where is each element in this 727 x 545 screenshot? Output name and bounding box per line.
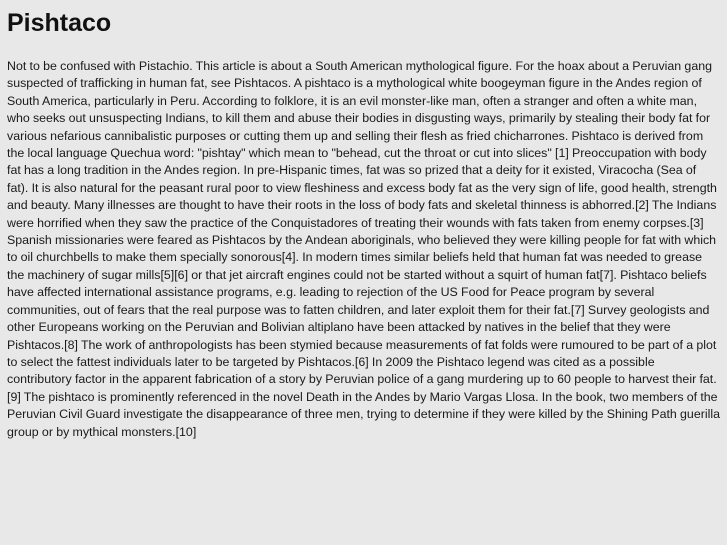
- page-title: Pishtaco: [7, 9, 112, 37]
- article-body: Not to be confused with Pistachio. This article is about a South American mythological figure. For the hoax about a Peruvian gang suspected of trafficking in human fat, see Pishtacos. A pishtaco is a mythological white boogeyman figure in the Andes region of South America, particularly in Peru. According to folklore, it is an evil monster-like man, often a stranger and often a white man, who seeks out unsuspecting Indians, to kill them and abuse their bodies in disgusting ways, primarily by stealing their body fat for various nefarious cannibalistic purposes or cutting them up and selling their flesh as fried chicharrones. Pishtaco is derived from the local language Quechua word: "pishtay" which mean to "behead, cut the throat or cut into slices" [1] Preoccupation with body fat has a long tradition in the Andes region. In pre-Hispanic times, fat was so prized that a deity for it existed, Viracocha (Sea of fat). It is also natural for the peasant rural poor to view fleshiness and excess body fat as the very sign of life, good health, strength and beauty. Many illnesses are thought to have their roots in the loss of body fats and skeletal thinness is abhorred.[2] The Indians were horrified when they saw the practice of the Conquistadores of treating their wounds with fats taken from enemy corpses.[3] Spanish missionaries were feared as Pishtacos by the Andean aboriginals, who believed they were killing people for fat with which to oil churchbells to make them specially sonorous[4]. In modern times similar beliefs held that human fat was needed to grease the machinery of sugar mills[5][6] or that jet aircraft engines could not be started without a squirt of human fat[7]. Pishtaco beliefs have affected international assistance programs, e.g. leading to rejection of the US Food for Peace program by several communities, out of fears that the real purpose was to fatten children, and later exploit them for their fat.[7] Survey geologists and other Europeans working on the Peruvian and Bolivian altiplano have been attacked by natives in the belief that they were Pishtacos.[8] The work of anthropologists has been stymied because measurements of fat folds were rumoured to be part of a plot to select the fattest individuals later to be targeted by Pishtacos.[6] In 2009 the Pishtaco legend was cited as a possible contributory factor in the apparent fabrication of a story by Peruvian police of a gang murdering up to 60 people to harvest their fat.[9] The pishtaco is prominently referenced in the novel Death in the Andes by Mario Vargas Llosa. In the book, two members of the Peruvian Civil Guard investigate the disappearance of three men, trying to determine if they were killed by the Shining Path guerilla group or by mythical monsters.[10]: [7, 59, 720, 439]
